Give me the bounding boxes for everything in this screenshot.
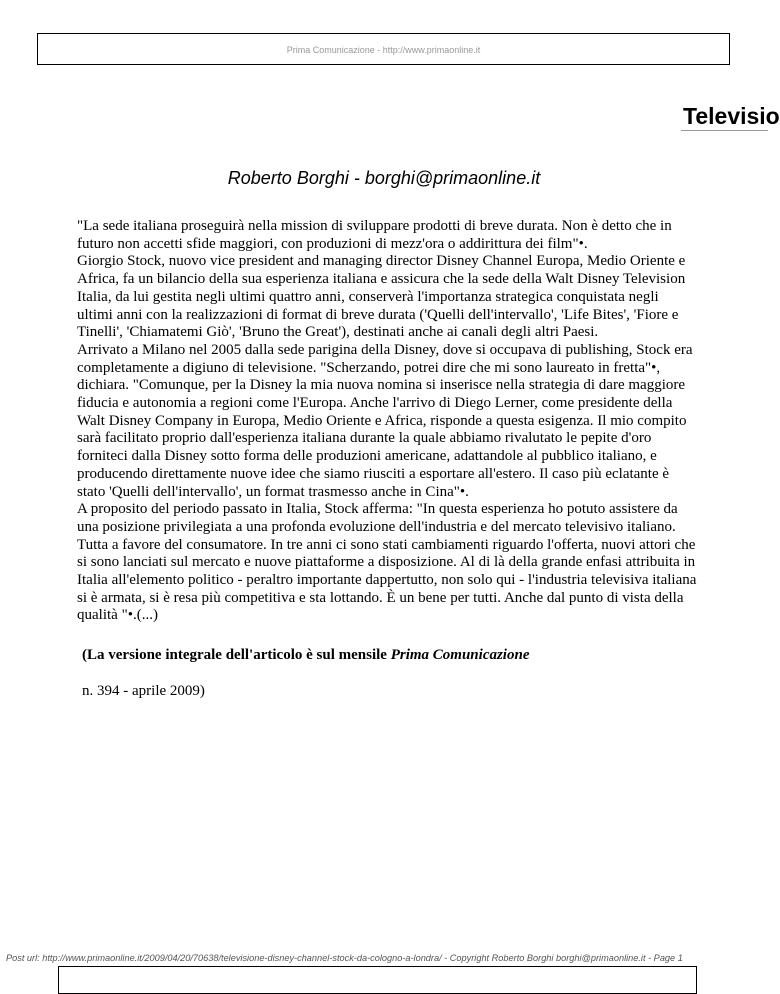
page-footer-box xyxy=(58,966,697,994)
article-body xyxy=(77,218,697,625)
section-title-rule xyxy=(681,130,768,131)
page-header xyxy=(37,33,730,65)
section-title: Televisio xyxy=(683,103,780,129)
author-byline: Roberto Borghi - borghi@primaonline.it xyxy=(227,168,541,188)
article-paragraph: Giorgio Stock, nuovo vice president and managing director Disney Channel Europa, Medio Oriente e Africa, fa un bilancio della sua esperienza italiana e assicura che la sede della Walt Disney Television Italia, da lui gestita negli ultimi quattro anni, conserverà l'importanza strategica conquistata negli ultimi anni con la realizzazioni di format di breve durata ('Quelli dell'intervallo', 'Life Bites', 'Fiore e Tinelli', 'Chiamatemi Giò', 'Bruno the Great'), destinati anche ai canali degli altri Paesi. xyxy=(77,253,686,341)
article-paragraph: "La sede italiana proseguirà nella mission di sviluppare prodotti di breve durata. Non è detto che in futuro non accetti sfide maggiori, con produzioni di mezz'ora o addirittura dei film"•. xyxy=(77,218,672,252)
footer-post-url: Post url: http://www.primaonline.it/2009/04/20/70638/televisione-disney-channel-stock-da-cologno-a-londra/ - Copyright Roberto Borghi borghi@primaonline.it - Page 1 xyxy=(6,953,683,963)
site-header-text: Prima Comunicazione - http://www.primaonline.it xyxy=(286,45,481,55)
magazine-name: Prima Comunicazione xyxy=(390,647,530,663)
article-paragraph: Arrivato a Milano nel 2005 dalla sede parigina della Disney, dove si occupava di publishing, Stock era completamente a digiuno di televisione. "Scherzando, potrei dire che mi sono laureato in fretta"•, dichiara. "Comunque, per la Disney la mia nuova nomina si inserisce nella strategia di dare maggiore fiducia e autonomia a regioni come l'Europa. Anche l'arrivo di Diego Lerner, come presidente della Walt Disney Company in Europa, Medio Oriente e Africa, risponde a questa esigenza. Il mio compito sarà facilitato proprio dall'esperienza italiana durante la quale abbiamo rivalutato le pepite d'oro forniteci dalla Disney sotto forma delle produzioni americane, adattandole al pubblico italiano, e producendo direttamente nuove idee che siamo riusciti a esportare all'estero. Il caso più eclatante è stato 'Quelli dell'intervallo', un format trasmesso anche in Cina"•. xyxy=(77,341,693,500)
source-note-prefix: (La versione integrale dell'articolo è sul mensile xyxy=(82,647,391,663)
article-paragraph: A proposito del periodo passato in Italia, Stock afferma: "In questa esperienza ho potuto assistere da una posizione privilegiata a una profonda evoluzione dell'industria e del mercato televisivo italiano. Tutta a favore del consumatore. In tre anni ci sono stati cambiamenti riguardo l'offerta, nuovi attori che si sono lanciati sul mercato e nuove piattaforme a disposizione. Al di là della grande enfasi attribuita in Italia all'elemento politico - peraltro importante dappertutto, non solo qui - l'industria televisiva italiana si è armata, si è resa più competitiva e sta lottando. È un bene per tutti. Anche dal punto di vista della qualità "•.(...) xyxy=(77,501,697,624)
issue-note: n. 394 - aprile 2009) xyxy=(82,683,205,699)
source-note xyxy=(82,647,529,664)
